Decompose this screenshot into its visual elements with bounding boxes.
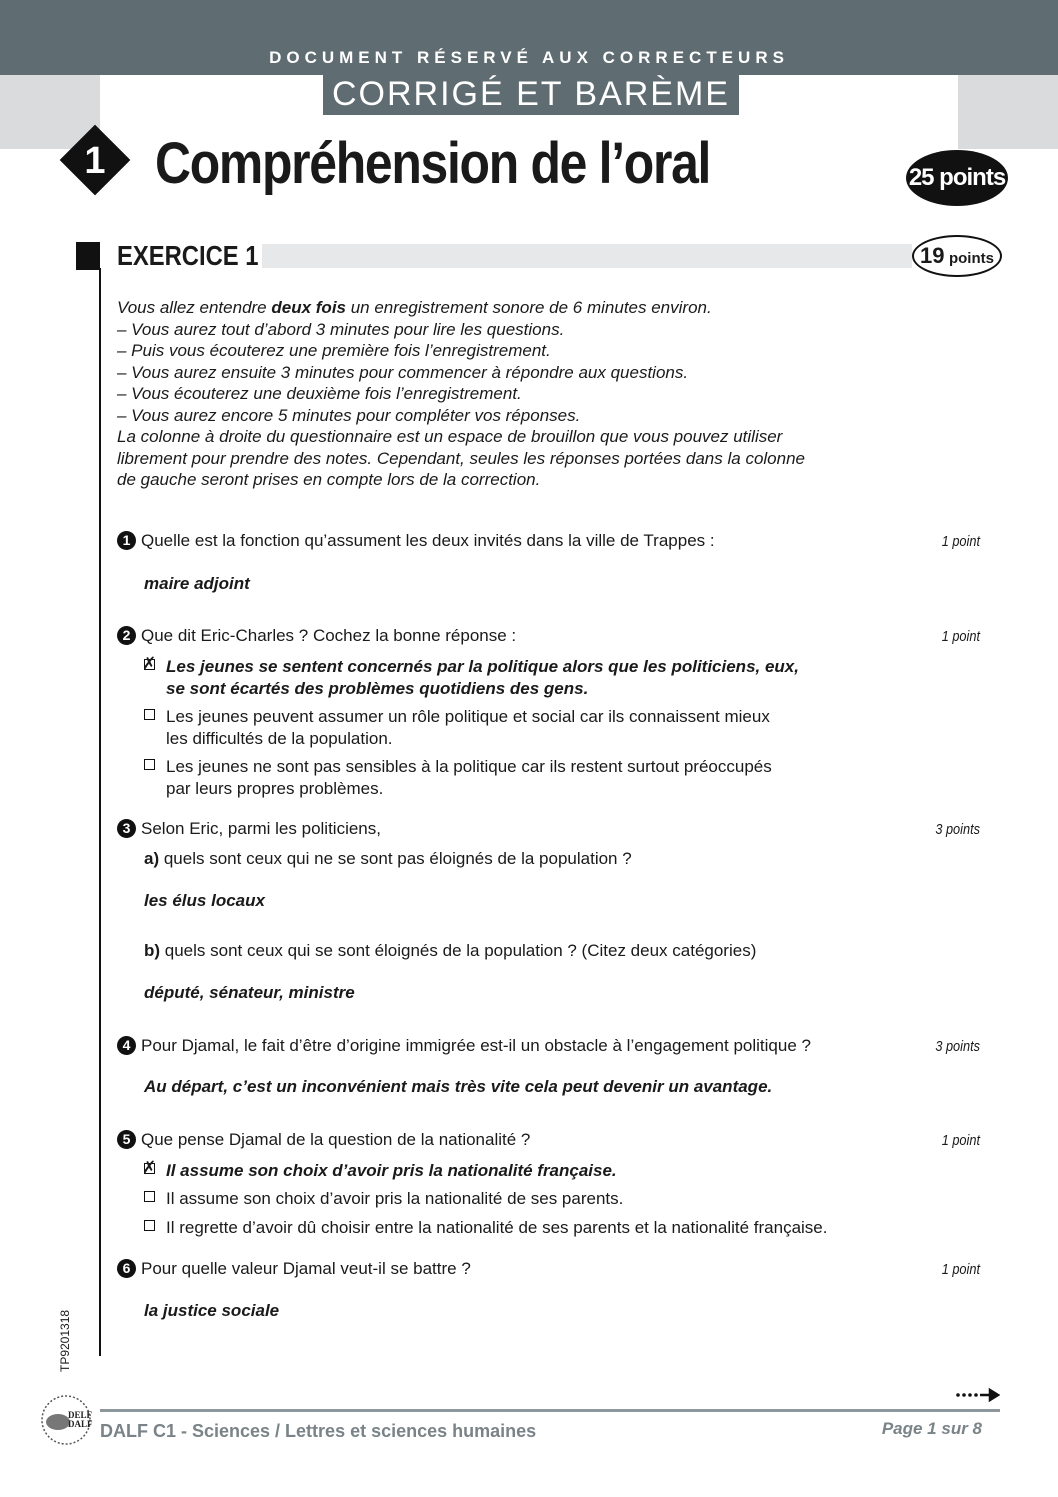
answer-text: maire adjoint <box>144 574 250 593</box>
page-number: Page 1 sur 8 <box>881 1419 982 1438</box>
svg-text:DALF: DALF <box>68 1419 93 1429</box>
empty-checkbox-icon[interactable] <box>144 1191 155 1202</box>
delf-dalf-logo <box>38 1392 94 1448</box>
exercise-points-value: 19 <box>920 243 945 268</box>
option-text: Les jeunes ne sont pas sensibles à la politique car ils restent surtout préoccupés par leurs propres problèmes. <box>166 757 772 798</box>
instruction-line: – Vous aurez encore 5 minutes pour compléter vos réponses. <box>117 405 581 425</box>
reserved-label: DOCUMENT RÉSERVÉ AUX CORRECTEURS <box>269 48 789 67</box>
option[interactable] <box>144 706 770 749</box>
question-3 <box>117 819 381 839</box>
question-points: 1 point <box>941 1132 980 1149</box>
question-points: 1 point <box>941 533 980 550</box>
document-code: TP9201318 <box>58 1309 72 1372</box>
section-title: Compréhension de l’oral <box>155 131 711 196</box>
option-text: Les jeunes peuvent assumer un rôle politique et social car ils connaissent mieux les difficultés de la population. <box>166 707 770 748</box>
svg-text:DELF: DELF <box>68 1410 93 1420</box>
question-6 <box>117 1259 471 1279</box>
answer-text: les élus locaux <box>144 891 265 910</box>
question-5 <box>117 1130 530 1150</box>
question-points: 3 points <box>935 821 980 838</box>
header-side-right <box>958 75 1058 149</box>
question-2 <box>117 626 516 646</box>
answer-text: la justice sociale <box>144 1301 280 1320</box>
exercise-title: EXERCICE 1 <box>117 240 259 271</box>
question-1 <box>117 531 715 551</box>
next-page-arrow-icon <box>955 1385 1000 1405</box>
answer-text: député, sénateur, ministre <box>144 983 355 1002</box>
question-number-icon: 6 <box>117 1259 136 1278</box>
question-text: Pour Djamal, le fait d’être d’origine immigrée est-il un obstacle à l’engagement politique ? <box>141 1036 811 1055</box>
empty-checkbox-icon[interactable] <box>144 709 155 720</box>
instruction-line: – Vous écouterez une deuxième fois l’enregistrement. <box>117 384 522 403</box>
option[interactable] <box>144 1188 623 1210</box>
question-points: 3 points <box>935 1038 980 1055</box>
question-4 <box>117 1036 811 1056</box>
instruction-line: – Vous aurez ensuite 3 minutes pour commencer à répondre aux questions. <box>117 362 689 382</box>
section-number: 1 <box>84 140 106 182</box>
question-text: Pour quelle valeur Djamal veut-il se battre ? <box>141 1259 471 1278</box>
empty-checkbox-icon[interactable] <box>144 759 155 770</box>
option[interactable] <box>144 756 772 799</box>
sub-question-label: a) <box>144 849 160 868</box>
exercise-instructions <box>117 297 907 491</box>
option-text: Les jeunes se sentent concernés par la politique alors que les politiciens, eux, se sont écartés des problèmes quotidiens des gens. <box>166 657 799 698</box>
instruction-line: – Puis vous écouterez une première fois l’enregistrement. <box>117 341 551 360</box>
sub-question: a) quels sont ceux qui ne se sont pas éloignés de la population ? <box>144 849 632 868</box>
question-text: Quelle est la fonction qu’assument les deux invités dans la ville de Trappes : <box>141 531 715 550</box>
check-mark-icon: ✗ <box>142 654 157 673</box>
question-number-icon: 2 <box>117 626 136 645</box>
option-text: Il regrette d’avoir dû choisir entre la nationalité de ses parents et la nationalité française. <box>166 1218 828 1237</box>
corrige-subtitle: CORRIGÉ ET BARÈME <box>323 73 739 115</box>
exercise-points-badge <box>912 235 1002 277</box>
instruction-emphasis: deux fois <box>271 298 346 317</box>
section-points-badge: 25 points <box>906 150 1008 206</box>
answer-text: Au départ, c’est un inconvénient mais très vite cela peut devenir un avantage. <box>144 1077 773 1096</box>
footer-rule <box>100 1409 1000 1412</box>
empty-checkbox-icon[interactable] <box>144 1220 155 1231</box>
exercise-margin-line <box>99 268 101 1356</box>
question-number-icon: 5 <box>117 1130 136 1149</box>
exercise-points-label: points <box>948 250 994 267</box>
check-mark-icon: ✗ <box>142 1158 157 1177</box>
exercise-title-bar <box>262 244 912 268</box>
footer-title: DALF C1 - Sciences / Lettres et sciences humaines <box>100 1421 537 1441</box>
option-selected[interactable] <box>144 656 799 699</box>
question-number-icon: 1 <box>117 531 136 550</box>
sub-question: b) quels sont ceux qui se sont éloignés de la population ? (Citez deux catégories) <box>144 941 757 960</box>
instruction-line: Vous allez entendre deux fois un enregistrement sonore de 6 minutes environ. <box>117 298 712 317</box>
instruction-line: La colonne à droite du questionnaire est un espace de brouillon que vous pouvez utiliser <box>117 427 783 446</box>
instruction-line: – Vous aurez tout d’abord 3 minutes pour lire les questions. <box>117 319 565 339</box>
option-text: Il assume son choix d’avoir pris la nationalité française. <box>166 1161 617 1180</box>
question-text: Que pense Djamal de la question de la nationalité ? <box>141 1130 531 1149</box>
exercise-marker <box>76 242 100 270</box>
question-text: Selon Eric, parmi les politiciens, <box>141 819 381 838</box>
question-number-icon: 4 <box>117 1036 136 1055</box>
instruction-line: librement pour prendre des notes. Cependant, seules les réponses portées dans la colonne <box>117 448 805 468</box>
instruction-line: de gauche seront prises en compte lors de la correction. <box>117 470 541 489</box>
question-points: 1 point <box>941 628 980 645</box>
question-points: 1 point <box>941 1261 980 1278</box>
question-text: Que dit Eric-Charles ? Cochez la bonne réponse : <box>141 626 517 645</box>
sub-question-label: b) <box>144 941 161 960</box>
question-number-icon: 3 <box>117 819 136 838</box>
option[interactable] <box>144 1217 828 1239</box>
option-text: Il assume son choix d’avoir pris la nationalité de ses parents. <box>166 1189 624 1208</box>
option-selected[interactable] <box>144 1160 617 1182</box>
